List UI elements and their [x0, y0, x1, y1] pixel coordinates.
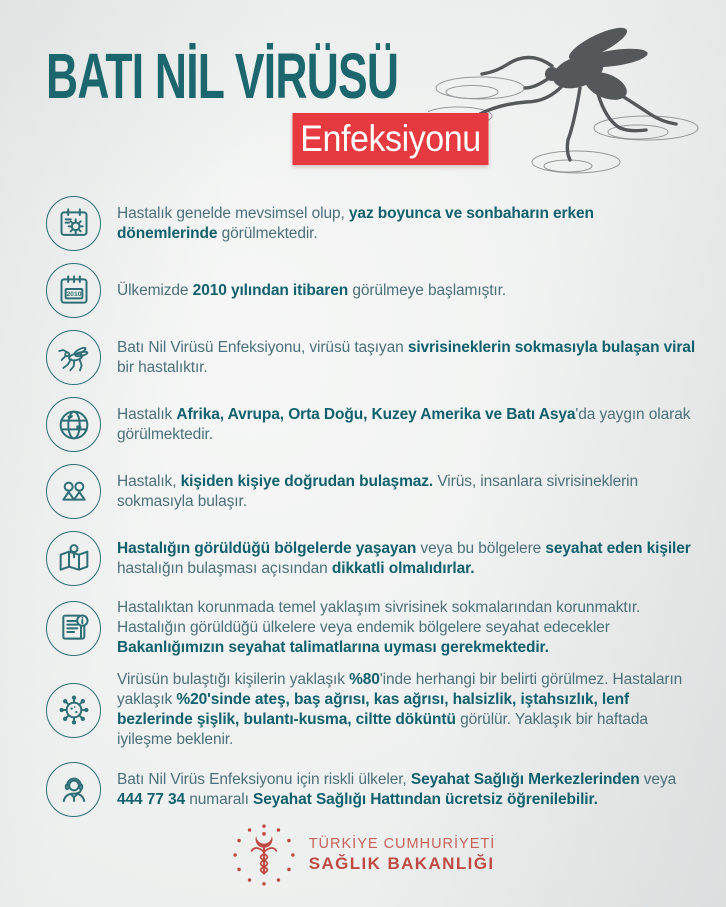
- page-title: BATI NİL VİRÜSÜ: [46, 41, 399, 113]
- call-agent-icon: [46, 762, 101, 817]
- svg-text:2010: 2010: [66, 290, 81, 298]
- ministry-logo-icon: [231, 822, 297, 888]
- list-item: [46, 531, 696, 586]
- list-item-text: Hastalık genelde mevsimsel olup, yaz boyunca ve sonbaharın erken dönemlerinde görülmektedir.: [117, 204, 594, 242]
- calendar-season-icon: [46, 196, 101, 251]
- info-list: [46, 196, 696, 829]
- list-item: [46, 330, 696, 385]
- footer-country: TÜRKİYE CUMHURİYETİ: [308, 836, 496, 852]
- list-item-text: Batı Nil Virüsü Enfeksiyonu, virüsü taşıyan sivrisineklerin sokmasıyla bulaşan viral bir hastalıktır.: [117, 338, 696, 376]
- list-item: [46, 397, 696, 452]
- map-pin-icon: [46, 531, 101, 586]
- ministry-footer: [0, 822, 726, 888]
- footer-ministry: SAĞLIK BAKANLIĞI: [308, 854, 495, 873]
- document-info-icon: [46, 601, 101, 656]
- list-item: [46, 196, 696, 251]
- list-item: [46, 263, 696, 318]
- list-item-text: Hastalığın görüldüğü bölgelerde yaşayan veya bu bölgelere seyahat eden kişiler hastalığın bulaşması açısından dikkatli olmalıdırlar.: [117, 539, 691, 577]
- list-item-text: Virüsün bulaştığı kişilerin yaklaşık %80'inde herhangi bir belirti görülmez. Hastaların yaklaşık %20'sinde ateş, baş ağrısı, kas ağrısı, halsizlik, iştahsızlık, lenf bezlerinde şişlik, bulantı-kusma, ciltte döküntü görülür. Yaklaşık bir haftada iyileşme beklenir.: [117, 671, 683, 748]
- list-item: [46, 762, 696, 817]
- list-item-text: Hastalıktan korunmada temel yaklaşım sivrisinek sokmalarından korunmaktır. Hastalığın görüldüğü ülkelere veya endemik bölgelere seyahat edecekler Bakanlığımızın seyahat talimatlarına uyması gerekmektedir.: [117, 599, 641, 656]
- people-icon: [46, 464, 101, 519]
- subtitle-badge: Enfeksiyonu: [293, 113, 489, 165]
- virus-icon: [46, 683, 101, 738]
- list-item-text: Batı Nil Virüs Enfeksiyonu için riskli ülkeler, Seyahat Sağlığı Merkezlerinden veya 444 77 34 numaralı Seyahat Sağlığı Hattından ücretsiz öğrenilebilir.: [117, 770, 677, 808]
- list-item: [46, 464, 696, 519]
- list-item-text: Hastalık, kişiden kişiye doğrudan bulaşmaz. Virüs, insanlara sivrisineklerin sokmasıyla bulaşır.: [117, 472, 639, 510]
- list-item-text: Ülkemizde 2010 yılından itibaren görülmeye başlamıştır.: [117, 281, 507, 299]
- list-item-text: Hastalık Afrika, Avrupa, Orta Doğu, Kuzey Amerika ve Batı Asya'da yaygın olarak görülmektedir.: [117, 405, 691, 443]
- calendar-2010-icon: [46, 263, 101, 318]
- list-item: [46, 598, 696, 658]
- mosquito-illustration: [428, 0, 726, 202]
- list-item: [46, 670, 696, 750]
- globe-icon: [46, 397, 101, 452]
- mosquito-icon: [46, 330, 101, 385]
